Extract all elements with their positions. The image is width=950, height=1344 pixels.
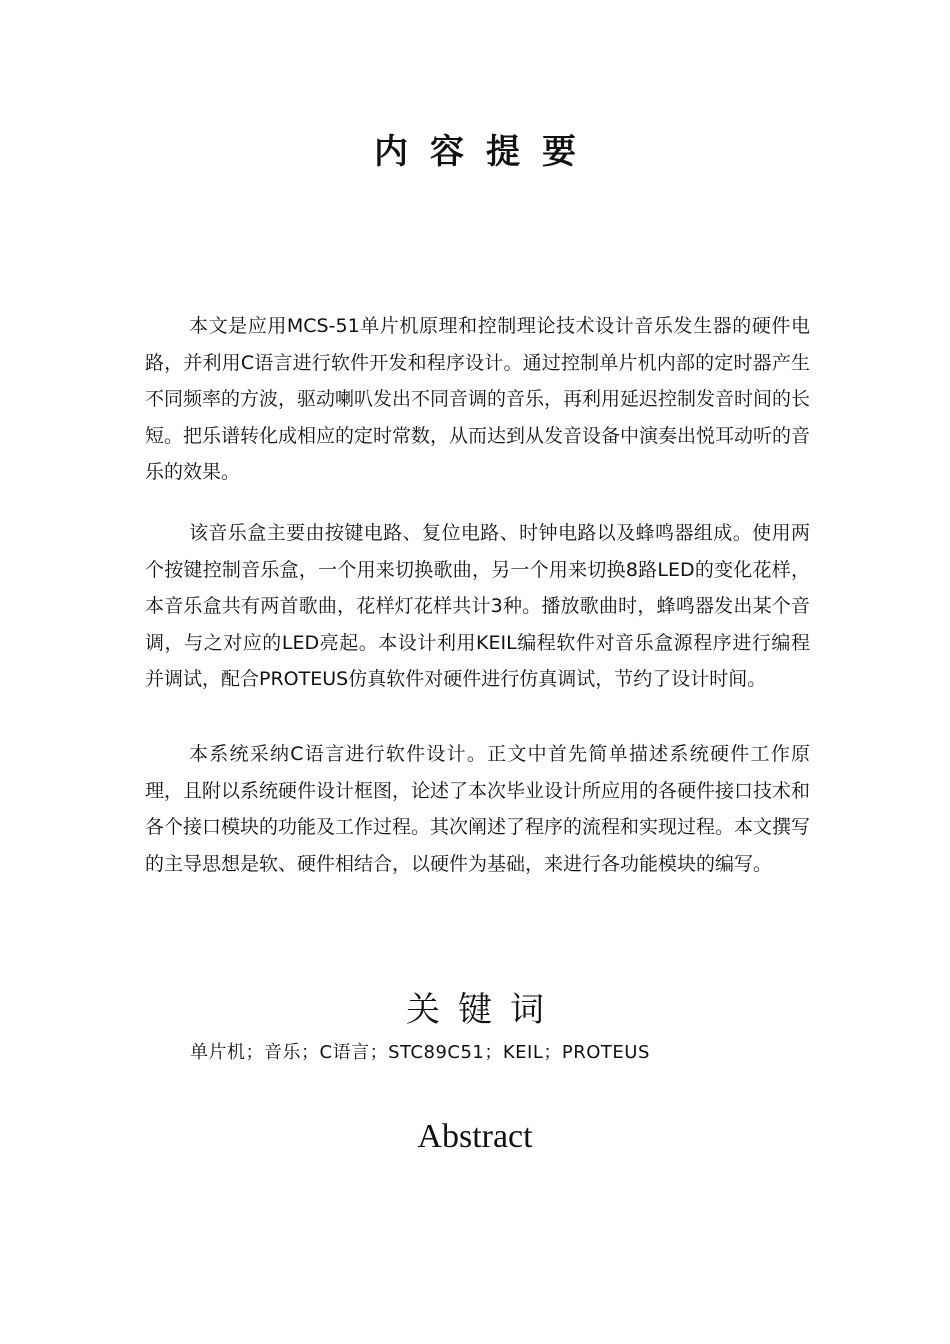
abstract-heading: Abstract (417, 1118, 533, 1155)
summary-paragraph-3-block (145, 736, 810, 882)
summary-paragraph: 该音乐盒主要由按键电路、复位电路、时钟电路以及蜂鸣器组成。使用两个按键控制音乐盒，一个用来切换歌曲，另一个用来切换8路LED的变化花样，本音乐盒共有两首歌曲，花样灯花样共计3种。播放歌曲时，蜂鸣器发出某个音调，与之对应的LED亮起。本设计利用KEIL编程软件对音乐盒源程序进行编程并调试，配合PROTEUS仿真软件对硬件进行仿真调试，节约了设计时间。 (145, 522, 810, 690)
summary-paragraph: 本文是应用MCS-51单片机原理和控制理论技术设计音乐发生器的硬件电路，并利用C语言进行软件开发和程序设计。通过控制单片机内部的定时器产生不同频率的方波，驱动喇叭发出不同音调的音乐，再利用延迟控制发音时间的长短。把乐谱转化成相应的定时常数，从而达到从发音设备中演奏出悦耳动听的音乐的效果。 (145, 315, 811, 483)
page-title: 内容提要 (374, 132, 598, 172)
keywords-text: 单片机；音乐；C语言；STC89C51；KEIL；PROTEUS (190, 1042, 650, 1063)
keywords-heading: 关键词 (406, 990, 562, 1030)
summary-paragraph-1-block (145, 308, 810, 491)
summary-paragraph-2-block (145, 515, 810, 698)
summary-paragraph: 本系统采纳C语言进行软件设计。正文中首先简单描述系统硬件工作原理，且附以系统硬件设计框图，论述了本次毕业设计所应用的各硬件接口技术和各个接口模块的功能及工作过程。其次阐述了程序的流程和实现过程。本文撰写的主导思想是软、硬件相结合，以硬件为基础，来进行各功能模块的编写。 (145, 743, 811, 875)
